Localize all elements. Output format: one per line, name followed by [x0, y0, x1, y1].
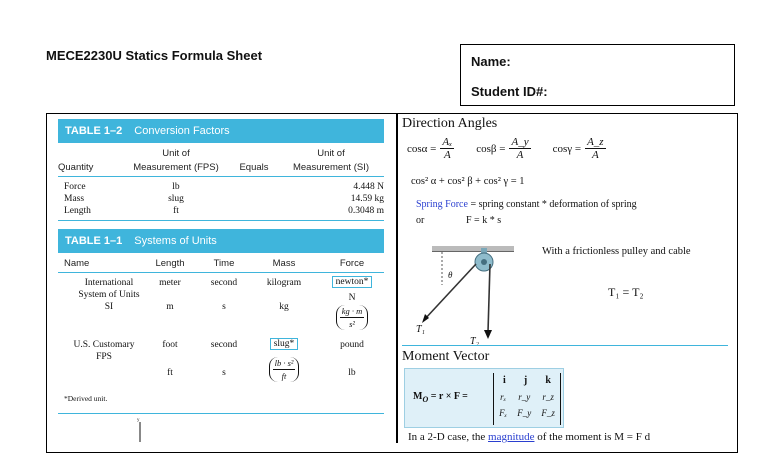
- column-divider: [396, 113, 398, 443]
- r-x: rₓ: [500, 392, 507, 402]
- row-force-fps: lb: [172, 182, 180, 192]
- conversion-table-header: [58, 119, 384, 143]
- spring-definition: Spring Force = spring constant * deformation of spring: [416, 199, 637, 210]
- us-name: U.S. Customary FPS: [73, 340, 135, 362]
- table-title: Systems of Units: [134, 235, 217, 247]
- pulley-figure: [412, 240, 522, 346]
- col-name: Name: [64, 258, 90, 269]
- col-si-1: Unit of: [317, 148, 345, 159]
- r-z: r_z: [542, 392, 554, 402]
- direction-identity: cos² α + cos² β + cos² γ = 1: [411, 176, 525, 187]
- us-mass-name: slug*: [252, 338, 316, 350]
- table-label: TABLE 1–1: [65, 235, 123, 247]
- si-length-name: meter: [159, 278, 181, 288]
- si-force-symbol: N: [348, 293, 356, 303]
- moment-2d-text: In a 2-D case, the magnitude of the moment is M = F d: [408, 431, 651, 443]
- row-force-quantity: Force: [64, 182, 86, 192]
- f-x: Fₓ: [499, 408, 508, 418]
- theta-label: θ: [448, 270, 453, 280]
- units-table: [58, 229, 384, 419]
- us-mass-fraction: $\frac{\text{lb · s²}}{ft}$: [252, 357, 316, 382]
- name-label: Name:: [471, 54, 511, 69]
- svg-text:y: y: [137, 418, 140, 423]
- magnitude-link[interactable]: magnitude: [488, 431, 535, 443]
- row-force-si: 4.448 N: [353, 182, 384, 192]
- col-time: Time: [213, 258, 235, 269]
- name-box: [460, 44, 735, 106]
- table-title: Conversion Factors: [134, 125, 230, 137]
- pulley-relation: T₁ = T₂: [608, 285, 644, 299]
- si-time-name: second: [210, 278, 238, 288]
- unit-j: j: [523, 375, 528, 386]
- si-force-name: newton*: [324, 276, 380, 288]
- t2-label: T₂: [470, 336, 480, 346]
- si-length: m: [166, 302, 174, 312]
- col-quantity: Quantity: [58, 162, 94, 173]
- footnote: *Derived unit.: [64, 394, 108, 403]
- row-mass-si: 14.59 kg: [350, 194, 384, 204]
- moment-lhs: $M_O = r \times F$ =: [413, 391, 468, 404]
- moment-matrix-box: [404, 368, 564, 428]
- section-rule: [402, 345, 728, 346]
- col-force: Force: [339, 258, 365, 269]
- unit-k: k: [545, 375, 551, 386]
- si-name: International System of Units SI: [78, 278, 140, 312]
- col-fps-1: Unit of: [162, 148, 190, 159]
- col-length: Length: [155, 258, 185, 269]
- t1-label: T₁: [416, 324, 426, 335]
- f-y: F_y: [517, 408, 532, 418]
- row-length-si: 0.3048 m: [348, 206, 384, 216]
- document-title: MECE2230U Statics Formula Sheet: [46, 48, 263, 63]
- col-si-2: Measurement (SI): [292, 162, 370, 173]
- conversion-table: [58, 119, 384, 223]
- spring-or: or: [416, 215, 425, 226]
- row-mass-quantity: Mass: [64, 194, 85, 204]
- us-length-name: foot: [162, 340, 178, 350]
- pulley-text: With a frictionless pulley and cable: [542, 246, 691, 257]
- si-mass: kg: [279, 302, 289, 312]
- direction-cosines: cosα = $\frac{\text{Aₓ}}{A}$ cosβ = $\frac{A\_y}{A}$ cosγ = $\frac{A\_z}{A}$: [407, 136, 604, 161]
- col-equals: Equals: [239, 162, 269, 173]
- si-time: s: [222, 302, 226, 312]
- direction-angles-title: Direction Angles: [402, 116, 498, 131]
- partial-axis-figure: [130, 416, 150, 442]
- us-force: lb: [348, 368, 356, 378]
- determinant: [493, 373, 561, 425]
- table-label: TABLE 1–2: [65, 125, 123, 137]
- col-fps-2: Measurement (FPS): [133, 162, 219, 173]
- r-y: r_y: [518, 392, 531, 402]
- us-force-name: pound: [340, 340, 364, 350]
- row-length-quantity: Length: [64, 206, 91, 216]
- us-length: ft: [167, 368, 173, 378]
- units-table-header: [58, 229, 384, 253]
- us-time-name: second: [210, 340, 238, 350]
- spring-formula: F = k * s: [466, 215, 502, 226]
- moment-vector-title: Moment Vector: [402, 349, 490, 364]
- student-id-label: Student ID#:: [471, 84, 548, 99]
- row-length-fps: ft: [173, 206, 179, 216]
- si-mass-name: kilogram: [266, 278, 302, 288]
- f-z: F_z: [541, 408, 555, 418]
- us-time: s: [222, 368, 226, 378]
- si-force-fraction: $\frac{kg \cdot m}{\text{s²}}$: [320, 305, 384, 330]
- col-mass: Mass: [272, 258, 296, 269]
- row-mass-fps: slug: [168, 194, 184, 204]
- unit-i: i: [503, 375, 506, 386]
